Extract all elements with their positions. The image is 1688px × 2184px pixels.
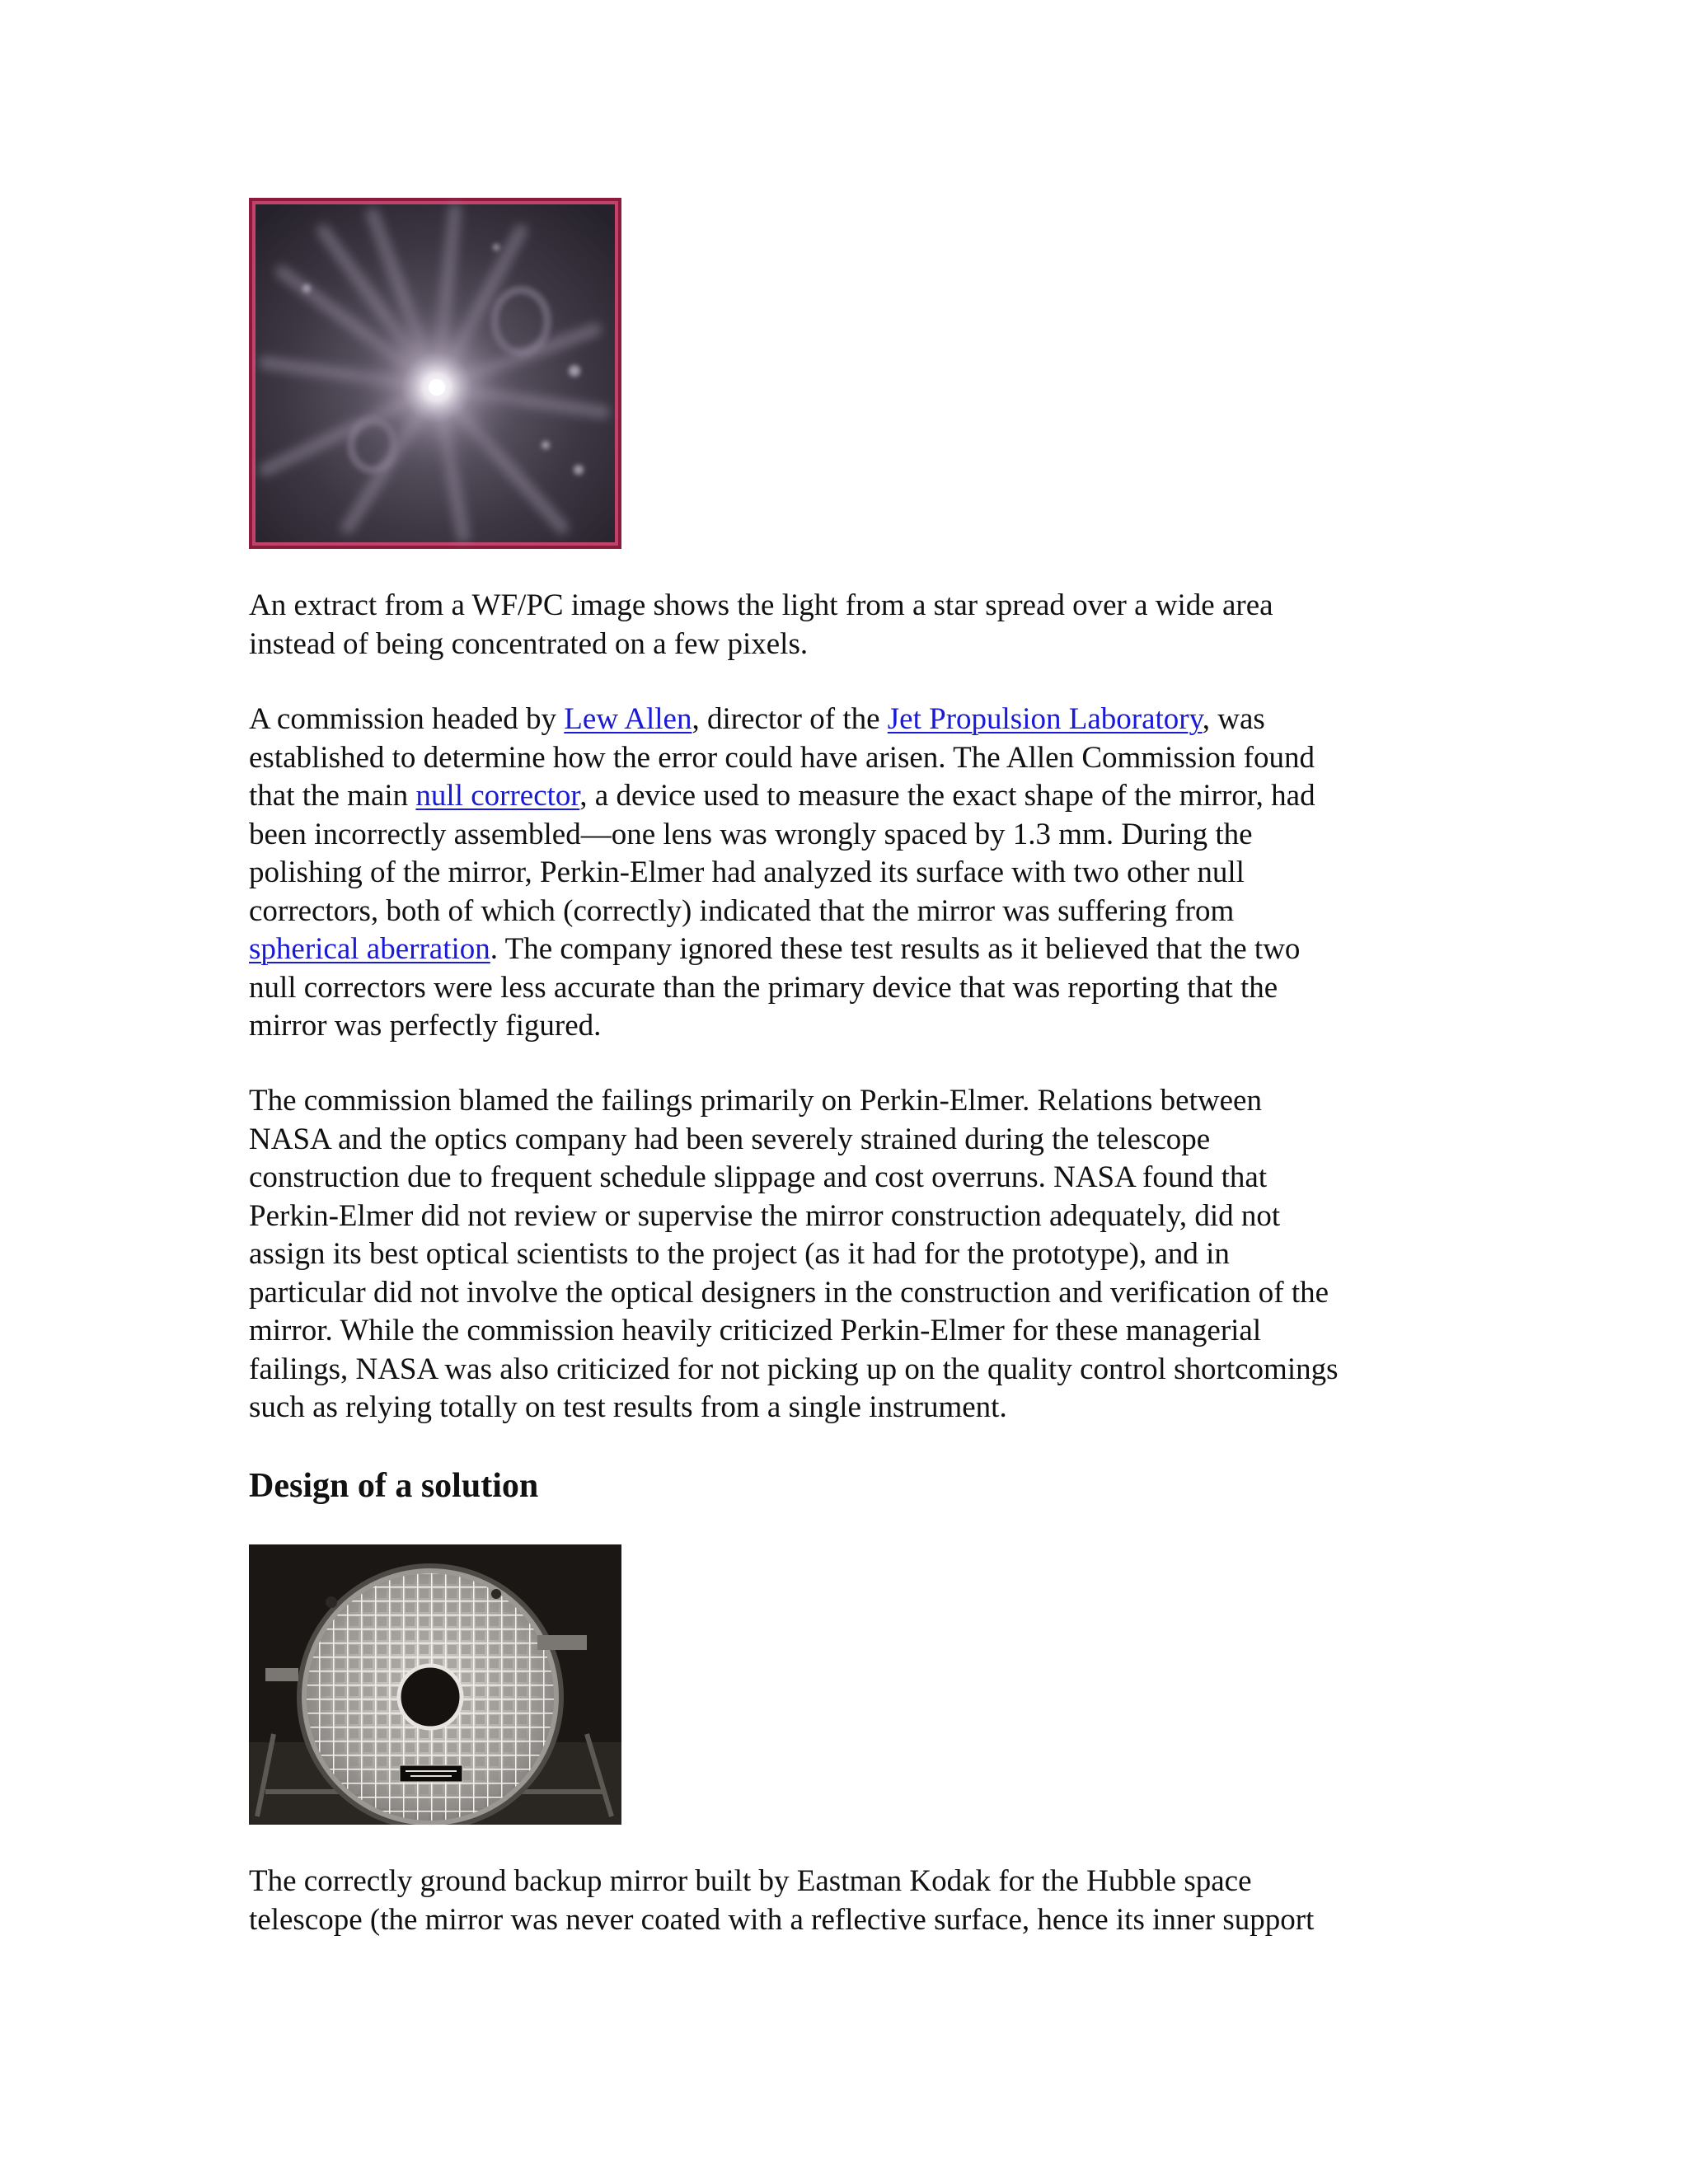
paragraph-line: correctors, both of which (correctly) indicated that the mirror was suffering from xyxy=(249,893,1235,928)
backup-mirror-art xyxy=(249,1544,621,1825)
text-run: that the main xyxy=(249,779,416,813)
commission-blame-paragraph xyxy=(249,1082,1452,1427)
star-image xyxy=(249,198,621,549)
paragraph-line: established to determine how the error could have arisen. The Allen Commission found xyxy=(249,740,1315,775)
allen-commission-paragraph xyxy=(249,701,1452,1046)
paragraph-line: such as relying totally on test results from a single instrument. xyxy=(249,1390,1007,1424)
paragraph-line xyxy=(249,777,1452,816)
text-run: . The company ignored these test results as it believed that the two xyxy=(490,932,1301,966)
text-run: A commission headed by xyxy=(249,702,565,736)
link-spherical-aberration[interactable]: spherical aberration xyxy=(249,932,490,966)
backup-mirror-image xyxy=(249,1544,621,1825)
paragraph-line: Perkin-Elmer did not review or supervise the mirror construction adequately, did not xyxy=(249,1198,1281,1233)
star-image-caption xyxy=(249,587,1452,663)
backup-mirror-caption xyxy=(249,1863,1452,1939)
paragraph-line: null correctors were less accurate than the primary device that was reporting that the xyxy=(249,970,1278,1005)
paragraph-line: mirror was perfectly figured. xyxy=(249,1009,602,1043)
paragraph-line: The commission blamed the failings primarily on Perkin-Elmer. Relations between xyxy=(249,1084,1262,1118)
caption-line: telescope (the mirror was never coated with a reflective surface, hence its inner support xyxy=(249,1902,1315,1937)
text-run: , a device used to measure the exact shape of the mirror, had xyxy=(579,779,1315,813)
text-run: , was xyxy=(1202,702,1265,736)
paragraph-line: been incorrectly assembled—one lens was wrongly spaced by 1.3 mm. During the xyxy=(249,817,1253,851)
paragraph-line: assign its best optical scientists to the project (as it had for the prototype), and in xyxy=(249,1237,1230,1271)
caption-line: instead of being concentrated on a few pixels. xyxy=(249,626,809,661)
paragraph-line: failings, NASA was also criticized for not picking up on the quality control shortcomings xyxy=(249,1352,1339,1386)
caption-line: The correctly ground backup mirror built by Eastman Kodak for the Hubble space xyxy=(249,1864,1252,1898)
paragraph-line xyxy=(249,930,1452,969)
caption-line: An extract from a WF/PC image shows the light from a star spread over a wide area xyxy=(249,588,1273,622)
link-lew-allen[interactable]: Lew Allen xyxy=(564,702,692,736)
section-heading: Design of a solution xyxy=(249,1467,539,1505)
paragraph-line: particular did not involve the optical designers in the construction and verification of the xyxy=(249,1275,1329,1310)
paragraph-line: construction due to frequent schedule slippage and cost overruns. NASA found that xyxy=(249,1160,1268,1194)
link-jet-propulsion-laboratory[interactable]: Jet Propulsion Laboratory xyxy=(887,702,1203,736)
paragraph-line xyxy=(249,701,1452,739)
paragraph-line: NASA and the optics company had been severely strained during the telescope xyxy=(249,1122,1211,1156)
text-run: , director of the xyxy=(692,702,888,736)
link-null-corrector[interactable]: null corrector xyxy=(415,779,580,813)
star-image-art xyxy=(249,198,621,549)
paragraph-line: mirror. While the commission heavily criticized Perkin-Elmer for these managerial xyxy=(249,1314,1262,1347)
paragraph-line: polishing of the mirror, Perkin-Elmer had analyzed its surface with two other null xyxy=(249,855,1245,889)
